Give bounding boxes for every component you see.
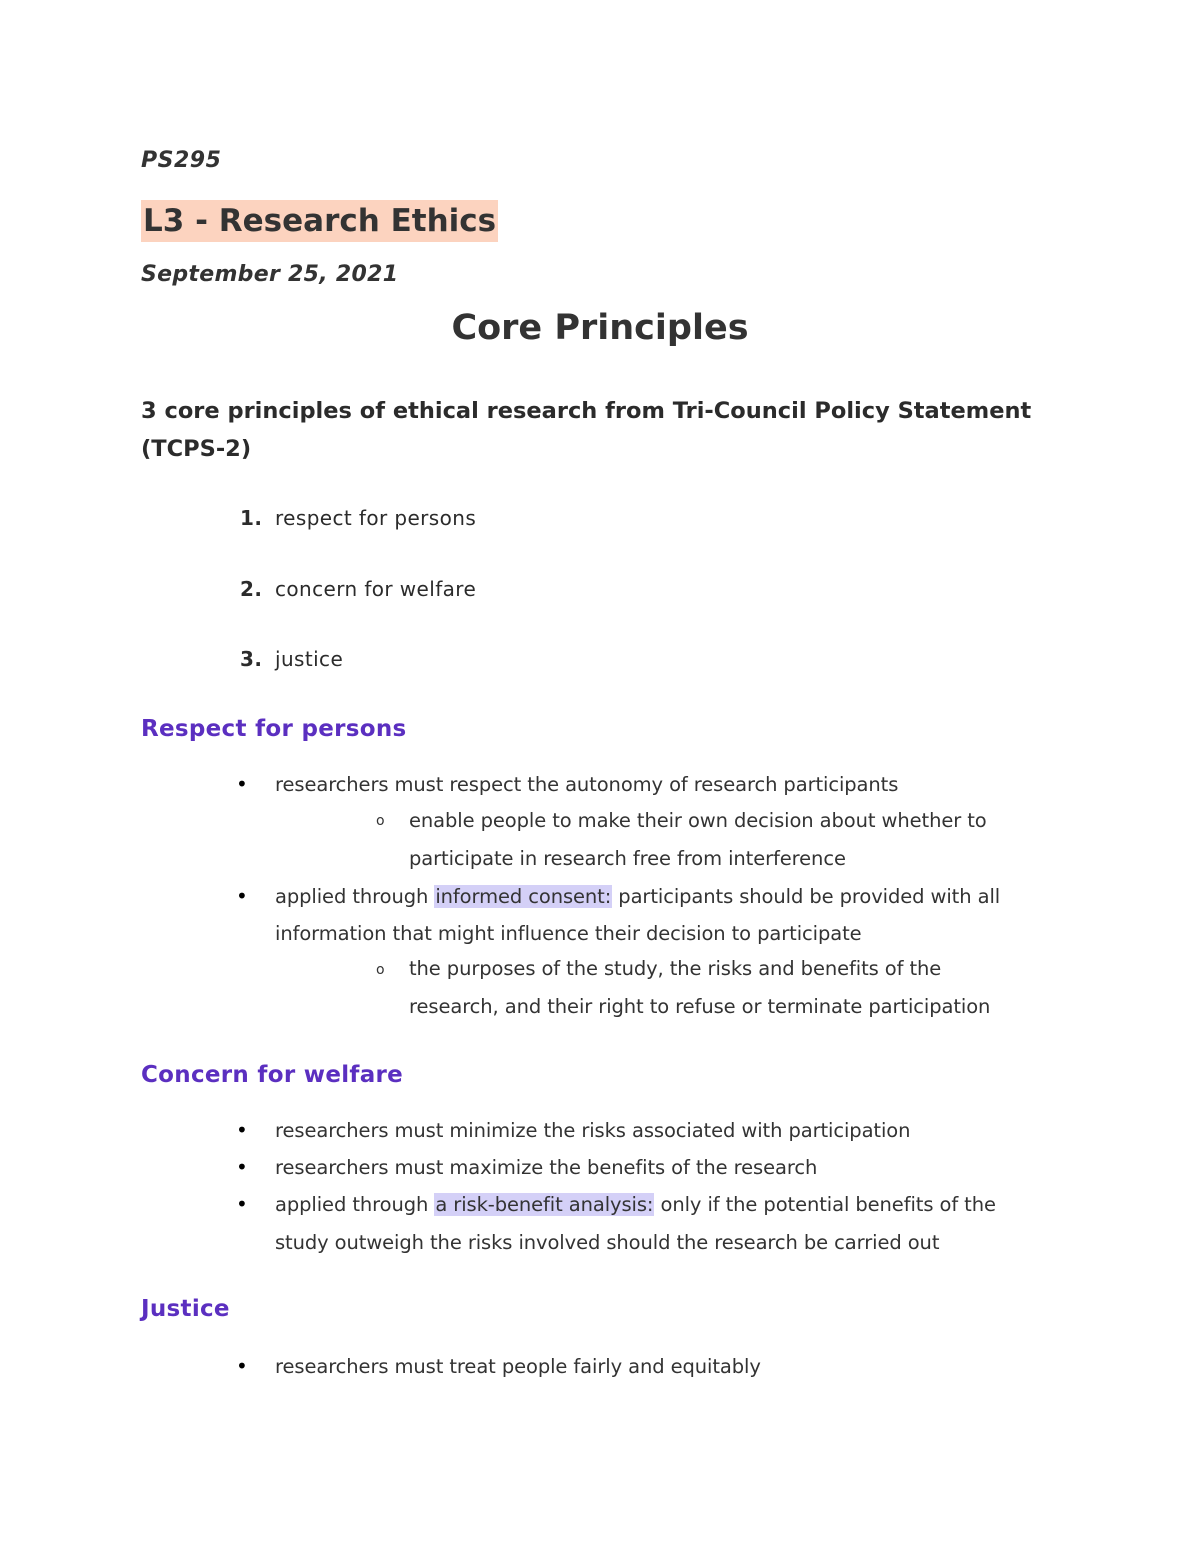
list-number: 1.: [240, 506, 263, 530]
sub-bullet-text: research, and their right to refuse or terminate participation: [409, 995, 991, 1018]
bullet-icon: •: [236, 1118, 248, 1142]
bullet-text-continuation: information that might influence their decision to participate: [275, 922, 862, 945]
principle-label: justice: [275, 647, 344, 671]
bullet-icon: •: [236, 772, 248, 796]
sub-bullet-text: the purposes of the study, the risks and benefits of the: [409, 957, 942, 980]
principle-label: concern for welfare: [275, 577, 477, 601]
sub-bullet-icon: o: [376, 813, 385, 829]
bullet-text: [275, 885, 1000, 908]
list-number: 3.: [240, 647, 263, 671]
bullet-text-continuation: study outweigh the risks involved should the research be carried out: [275, 1231, 940, 1254]
principle-label: respect for persons: [275, 506, 477, 530]
lecture-date: September 25, 2021: [141, 262, 399, 287]
bullet-text: researchers must treat people fairly and equitably: [275, 1355, 761, 1378]
lecture-title: L3 - Research Ethics: [141, 200, 498, 242]
bullet-icon: •: [236, 884, 248, 908]
principle-item: [240, 647, 343, 671]
section-title-justice: Justice: [141, 1296, 230, 1322]
bullet-text: researchers must minimize the risks associated with participation: [275, 1119, 911, 1142]
highlighted-term: informed consent:: [435, 885, 612, 908]
section-title-respect: Respect for persons: [141, 716, 407, 742]
sub-bullet-icon: o: [376, 962, 385, 978]
list-number: 2.: [240, 577, 263, 601]
bullet-text: researchers must respect the autonomy of research participants: [275, 773, 899, 796]
text-segment: applied through: [275, 1193, 435, 1216]
highlighted-term: a risk-benefit analysis:: [435, 1193, 654, 1216]
intro-heading: 3 core principles of ethical research from Tri-Council Policy Statement (TCPS-2): [141, 398, 1032, 462]
bullet-icon: •: [236, 1155, 248, 1179]
text-segment: applied through: [275, 885, 435, 908]
bullet-icon: •: [236, 1354, 248, 1378]
sub-bullet-text: enable people to make their own decision about whether to: [409, 809, 987, 832]
bullet-text: researchers must maximize the benefits of the research: [275, 1156, 818, 1179]
principle-item: [240, 577, 476, 601]
principle-item: [240, 506, 476, 530]
bullet-text: [275, 1193, 996, 1216]
text-segment: participants should be provided with all: [612, 885, 1001, 908]
main-heading: Core Principles: [451, 308, 749, 348]
course-code: PS295: [141, 148, 222, 173]
text-segment: only if the potential benefits of the: [654, 1193, 996, 1216]
section-title-welfare: Concern for welfare: [141, 1062, 404, 1088]
bullet-icon: •: [236, 1192, 248, 1216]
sub-bullet-text: participate in research free from interference: [409, 847, 846, 870]
